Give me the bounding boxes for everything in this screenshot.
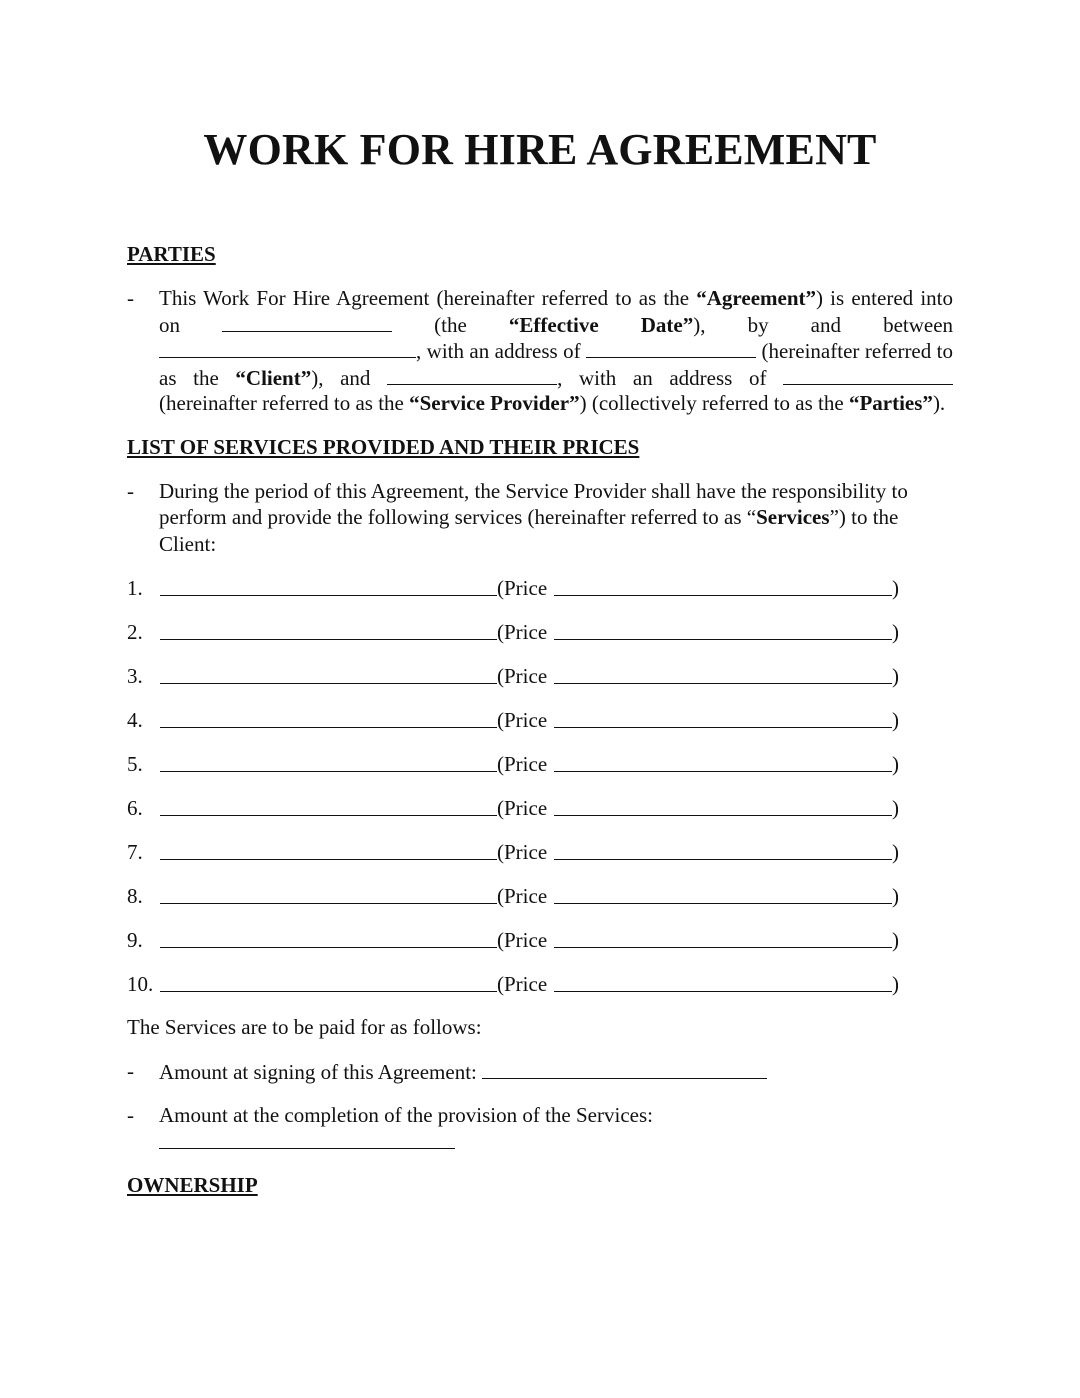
payment-completion-line-2 — [159, 1129, 455, 1155]
service-name-blank[interactable] — [160, 796, 497, 816]
service-number: 3. — [127, 664, 143, 688]
service-name-blank[interactable] — [160, 752, 497, 772]
price-blank[interactable] — [554, 928, 892, 948]
payment-completion-line: Amount at the completion of the provision of the Services: — [159, 1103, 653, 1127]
parties-line-2: on (the “Effective Date”), by and between — [159, 313, 954, 337]
close-paren: ) — [892, 972, 899, 996]
provider-address-blank[interactable] — [783, 365, 953, 385]
service-number: 6. — [127, 796, 143, 820]
document-title: WORK FOR HIRE AGREEMENT — [203, 125, 877, 174]
service-number: 1. — [127, 576, 143, 600]
price-label: (Price — [497, 884, 548, 908]
price-label: (Price — [497, 620, 548, 644]
section-heading-ownership: OWNERSHIP — [127, 1173, 258, 1197]
close-paren: ) — [892, 928, 899, 952]
service-number: 5. — [127, 752, 143, 776]
service-name-blank[interactable] — [160, 928, 497, 948]
service-name-blank[interactable] — [160, 884, 497, 904]
price-label: (Price — [497, 840, 548, 864]
service-number: 10. — [127, 972, 154, 996]
client-name-blank[interactable] — [159, 338, 416, 358]
provider-name-blank[interactable] — [387, 365, 557, 385]
close-paren: ) — [892, 576, 899, 600]
parties-line-4: as the “Client”), and , with an address of — [159, 365, 953, 391]
service-name-blank[interactable] — [160, 972, 497, 992]
services-intro-line-3: Client: — [159, 532, 217, 556]
price-blank[interactable] — [554, 576, 892, 596]
service-number: 9. — [127, 928, 143, 952]
section-heading-services: LIST OF SERVICES PROVIDED AND THEIR PRICES — [127, 435, 640, 459]
close-paren: ) — [892, 664, 899, 688]
price-blank[interactable] — [554, 664, 892, 684]
price-blank[interactable] — [554, 752, 892, 772]
bullet-dash: - — [127, 286, 134, 310]
payment-signing-line: Amount at signing of this Agreement: — [159, 1059, 767, 1085]
close-paren: ) — [892, 796, 899, 820]
close-paren: ) — [892, 884, 899, 908]
service-name-blank[interactable] — [160, 708, 497, 728]
price-blank[interactable] — [554, 972, 892, 992]
service-number: 7. — [127, 840, 143, 864]
bullet-dash: - — [127, 1059, 134, 1083]
price-blank[interactable] — [554, 840, 892, 860]
completion-amount-blank[interactable] — [159, 1129, 455, 1149]
bullet-dash: - — [127, 479, 134, 503]
service-number: 8. — [127, 884, 143, 908]
price-label: (Price — [497, 708, 548, 732]
price-label: (Price — [497, 664, 548, 688]
client-address-blank[interactable] — [586, 338, 756, 358]
price-label: (Price — [497, 752, 548, 776]
service-name-blank[interactable] — [160, 576, 497, 596]
signing-amount-blank[interactable] — [482, 1059, 767, 1079]
price-label: (Price — [497, 972, 548, 996]
services-intro-line-2: perform and provide the following services (hereinafter referred to as “Services”) to the — [159, 505, 899, 529]
parties-line-1: This Work For Hire Agreement (hereinafter referred to as the “Agreement”) is entered into — [159, 286, 953, 310]
service-name-blank[interactable] — [160, 620, 497, 640]
payment-intro: The Services are to be paid for as follows: — [127, 1015, 482, 1039]
service-number: 4. — [127, 708, 143, 732]
close-paren: ) — [892, 708, 899, 732]
section-heading-parties: PARTIES — [127, 242, 216, 266]
parties-line-3: , with an address of (hereinafter referred to — [159, 338, 953, 364]
parties-line-5: (hereinafter referred to as the “Service Provider”) (collectively referred to as the “Parties”). — [159, 391, 946, 415]
price-blank[interactable] — [554, 620, 892, 640]
service-name-blank[interactable] — [160, 840, 497, 860]
price-blank[interactable] — [554, 884, 892, 904]
service-name-blank[interactable] — [160, 664, 497, 684]
close-paren: ) — [892, 752, 899, 776]
close-paren: ) — [892, 620, 899, 644]
effective-date-blank[interactable] — [222, 312, 392, 332]
services-intro-line-1: During the period of this Agreement, the Service Provider shall have the responsibility to — [159, 479, 908, 503]
bullet-dash: - — [127, 1103, 134, 1127]
price-blank[interactable] — [554, 796, 892, 816]
price-label: (Price — [497, 576, 548, 600]
price-blank[interactable] — [554, 708, 892, 728]
price-label: (Price — [497, 928, 548, 952]
close-paren: ) — [892, 840, 899, 864]
price-label: (Price — [497, 796, 548, 820]
service-number: 2. — [127, 620, 143, 644]
